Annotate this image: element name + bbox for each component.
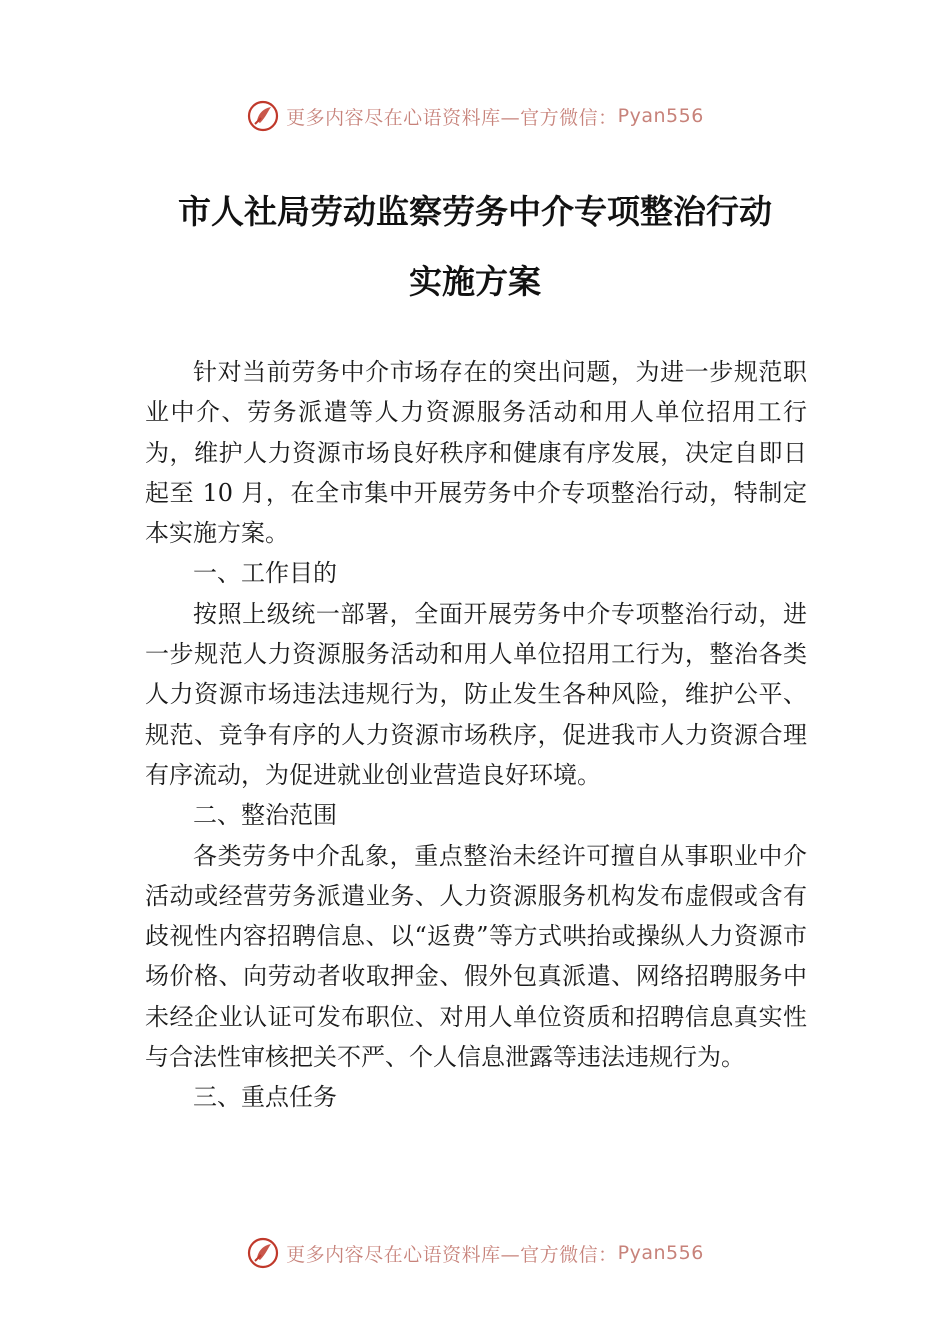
section-text-purpose: 按照上级统一部署，全面开展劳务中介专项整治行动，进一步规范人力资源服务活动和用人单位招用工行为，整治各类人力资源市场违法违规行为，防止发生各种风险，维护公平、规范、竞争有序的人力资源市场秩序，促进我市人力资源合理有序流动，为促进就业创业营造良好环境。 xyxy=(145,599,807,789)
watermark-text: 更多内容尽在心语资料库—官方微信： xyxy=(286,1243,618,1266)
watermark-wechat-id: Pyan556 xyxy=(617,105,704,127)
document-body xyxy=(145,352,807,1118)
section-heading-tasks: 三、重点任务 xyxy=(193,1083,337,1112)
footer-watermark xyxy=(0,1233,950,1273)
watermark-text: 更多内容尽在心语资料库—官方微信： xyxy=(286,106,618,129)
section-text-scope: 各类劳务中介乱象，重点整治未经许可擅自从事职业中介活动或经营劳务派遣业务、人力资源服务机构发布虚假或含有歧视性内容招聘信息、以“返费”等方式哄抬或操纵人力资源市场价格、向劳动者收取押金、假外包真派遣、网络招聘服务中未经企业认证可发布职位、对用人单位资质和招聘信息真实性与合法性审核把关不严、个人信息泄露等违法违规行为。 xyxy=(145,841,807,1072)
document-title-line2: 实施方案 xyxy=(409,262,541,301)
header-watermark xyxy=(0,96,950,136)
section-heading-purpose: 一、工作目的 xyxy=(193,559,337,588)
watermark-wechat-id: Pyan556 xyxy=(617,1242,704,1264)
brand-logo-icon xyxy=(246,99,280,133)
section-heading-scope: 二、整治范围 xyxy=(193,801,337,830)
brand-logo-icon xyxy=(246,1236,280,1270)
document-title-line1: 市人社局劳动监察劳务中介专项整治行动 xyxy=(178,192,772,231)
intro-paragraph: 针对当前劳务中介市场存在的突出问题，为进一步规范职业中介、劳务派遣等人力资源服务活动和用人单位招用工行为，维护人力资源市场良好秩序和健康有序发展，决定自即日起至 10 月，在全市集中开展劳务中介专项整治行动，特制定本实施方案。 xyxy=(145,358,807,548)
